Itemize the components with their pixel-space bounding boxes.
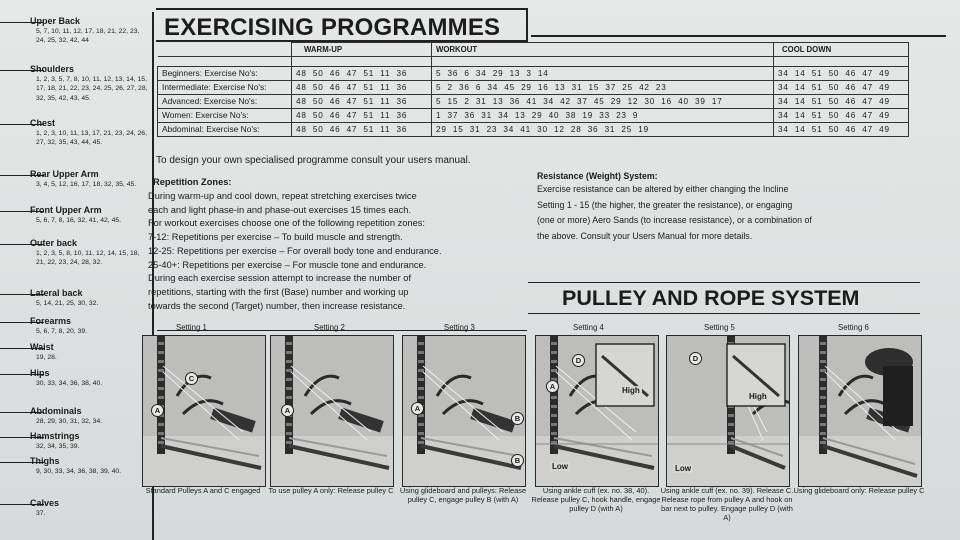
title-rule [531, 35, 946, 37]
programmes-header [156, 8, 960, 42]
setting-illustration [666, 335, 790, 487]
table-cell-cooldown: 34 14 51 50 46 47 49 [774, 109, 909, 123]
pulley-tag-a: A [151, 404, 164, 417]
setting-label: Setting 6 [838, 323, 869, 332]
muscle-group-name: Outer back [30, 238, 78, 248]
table-cell-warmup: 48 50 46 47 51 11 36 [292, 81, 432, 95]
table-spacer-cell [292, 57, 432, 67]
repetition-line: each and light phase-in and phase-out exercises 15 times each. [148, 204, 412, 215]
setting-caption: To use pulley A only: Release pulley C [268, 486, 394, 495]
table-cell-warmup: 48 50 46 47 51 11 36 [292, 123, 432, 137]
setting-caption: Using ankle cuff (ex. no. 38, 40). Release pulley C, hook handle, engage pulley D (with A) [531, 486, 661, 513]
table-row [158, 81, 909, 95]
table-row [158, 67, 909, 81]
table-cell-workout: 5 36 6 34 29 13 3 14 [432, 67, 774, 81]
muscle-group-exercises: 1, 2, 3, 5, 8, 10, 11, 12, 14, 15, 18, 21, 22, 23, 24, 28, 32. [36, 250, 140, 267]
setting-caption: Using ankle cuff (ex. no. 39). Release C. Release rope from pulley A and hook on bar next to pulley. Engage pulley D (with A) [660, 486, 794, 522]
muscle-group-exercises: 32, 34, 35, 39. [36, 443, 80, 450]
repetition-line: 12-25: Repetitions per exercise – For overall body tone and endurance. [148, 245, 442, 256]
muscle-group-exercises: 3, 4, 5, 12, 16, 17, 18, 32, 35, 45. [36, 181, 137, 188]
table-spacer-row [158, 57, 909, 67]
repetition-heading: Repetition Zones: [153, 177, 232, 187]
muscle-group-name: Thighs [30, 456, 60, 466]
table-cell-workout: 29 15 31 23 34 41 30 12 28 36 31 25 19 [432, 123, 774, 137]
table-cell-cooldown: 34 14 51 50 46 47 49 [774, 81, 909, 95]
repetition-line: 7-12: Repetitions per exercise – To build muscle and strength. [148, 232, 403, 243]
table-cell-workout: 5 2 36 6 34 45 29 16 13 31 15 37 25 42 23 [432, 81, 774, 95]
table-header-row [158, 43, 909, 57]
table-header-blank [158, 43, 292, 57]
setting-illustration [402, 335, 526, 487]
muscle-group-exercises: 5, 6, 7, 8, 20, 39. [36, 328, 88, 335]
muscle-group-exercises: 5, 6, 7, 8, 16, 32, 41, 42, 45. [36, 217, 122, 224]
table-cell-label: Abdominal: Exercise No's: [158, 123, 292, 137]
table-header-warmup: WARM-UP [292, 43, 432, 57]
setting-illustration [270, 335, 394, 487]
muscle-group-name: Rear Upper Arm [30, 169, 99, 179]
programme-table [157, 42, 908, 152]
repetition-line: 25-40+: Repetitions per exercise – For muscle tone and endurance. [148, 259, 427, 270]
pulley-tag-a: A [411, 402, 424, 415]
table-cell-warmup: 48 50 46 47 51 11 36 [292, 95, 432, 109]
resistance-line: Setting 1 - 15 (the higher, the greater the resistance), or engaging [537, 199, 793, 210]
muscle-group-name: Shoulders [30, 64, 75, 74]
setting-label: Setting 4 [573, 323, 604, 332]
muscle-group-exercises: 19, 28. [36, 354, 57, 361]
repetition-line: During warm-up and cool down, repeat stretching exercises twice [148, 191, 417, 201]
resistance-line: the above. Consult your Users Manual for more details. [537, 230, 753, 241]
pulley-rule-bottom [528, 313, 920, 314]
low-label: Low [552, 462, 568, 471]
pulley-rule-top [528, 282, 920, 283]
resistance-line: Exercise resistance can be altered by either changing the Incline [537, 184, 789, 194]
muscle-group-sidebar [0, 12, 154, 540]
table-cell-label: Women: Exercise No's: [158, 109, 292, 123]
setting-caption: Standard Pulleys A and C engaged [145, 486, 261, 495]
low-label: Low [675, 464, 691, 473]
pulley-tag-c: C [185, 372, 198, 385]
table-cell-label: Advanced: Exercise No's: [158, 95, 292, 109]
table-cell-label: Intermediate: Exercise No's: [158, 81, 292, 95]
table-header-workout: WORKOUT [432, 43, 774, 57]
pulley-tag-a: A [281, 404, 294, 417]
muscle-group-name: Front Upper Arm [30, 205, 102, 215]
muscle-group-name: Forearms [30, 316, 72, 326]
repetition-line: During each exercise session attempt to increase the number of [148, 273, 412, 284]
muscle-group-name: Hamstrings [30, 431, 80, 441]
table-cell-cooldown: 34 14 51 50 46 47 49 [774, 123, 909, 137]
muscle-group-exercises: 1, 2, 3, 5, 7, 8, 10, 11, 12, 13, 14, 15, 17, 18, 21, 22, 23, 24, 25, 26, 27, 28, 32, 35, 42, 43, 45. [36, 76, 148, 102]
table-cell-workout: 1 37 36 31 34 13 29 40 38 19 33 23 9 [432, 109, 774, 123]
table-header-cooldown: COOL DOWN [774, 43, 909, 57]
muscle-group-exercises: 30, 33, 34, 36, 38, 40. [36, 380, 103, 387]
page-title: EXERCISING PROGRAMMES [164, 14, 501, 41]
table-cell-cooldown: 34 14 51 50 46 47 49 [774, 67, 909, 81]
muscle-group-name: Abdominals [30, 406, 82, 416]
pulley-tag-b: B [511, 454, 524, 467]
muscle-group-exercises: 5, 14, 21, 25, 30, 32. [36, 300, 99, 307]
pulley-tag-d: D [572, 354, 585, 367]
muscle-group-name: Chest [30, 118, 56, 128]
setting-caption: Using glideboard and pulleys: Release pulley C, engage pulley B (with A) [399, 486, 527, 504]
table-cell-cooldown: 34 14 51 50 46 47 49 [774, 95, 909, 109]
resistance-line: (one or more) Aero Sands (to increase resistance), or a combination of [537, 215, 812, 225]
pulley-tag-b: B [511, 412, 524, 425]
high-label: High [622, 386, 640, 395]
muscle-group-name: Upper Back [30, 16, 81, 26]
repetition-line: For workout exercises choose one of the following repetition zones: [148, 218, 425, 229]
muscle-group-exercises: 5, 7, 10, 11, 12, 17, 18, 21, 22, 23, 24, 25, 32, 42, 44 [36, 28, 140, 45]
table-cell-workout: 5 15 2 31 13 36 41 34 42 37 45 29 12 30 16 40 39 17 [432, 95, 774, 109]
muscle-group-exercises: 28, 29, 30, 31, 32, 34. [36, 418, 103, 425]
muscle-group-name: Hips [30, 368, 50, 378]
table-cell-warmup: 48 50 46 47 51 11 36 [292, 67, 432, 81]
setting-illustration [798, 335, 922, 487]
machine-drawing [799, 336, 921, 486]
muscle-group-exercises: 9, 30, 33, 34, 36, 38, 39, 40. [36, 468, 122, 475]
muscle-group-name: Calves [30, 498, 60, 508]
muscle-group-name: Lateral back [30, 288, 83, 298]
pulley-tag-a: A [546, 380, 559, 393]
muscle-group-exercises: 37. [36, 510, 46, 517]
table-spacer-cell [432, 57, 774, 67]
table-cell-warmup: 48 50 46 47 51 11 36 [292, 109, 432, 123]
table-cell-label: Beginners: Exercise No's: [158, 67, 292, 81]
table-row [158, 95, 909, 109]
setting-illustration [535, 335, 659, 487]
repetition-line: towards the second (Target) number, then increase resistance. [148, 300, 406, 311]
setting-label: Setting 2 [314, 323, 345, 332]
title-box [156, 8, 528, 42]
table-row [158, 109, 909, 123]
table-row [158, 123, 909, 137]
repetition-line: repetitions, starting with the first (Base) number and working up [148, 286, 409, 297]
muscle-group-name: Waist [30, 342, 54, 352]
setting-label: Setting 5 [704, 323, 735, 332]
pulley-tag-d: D [689, 352, 702, 365]
resistance-heading: Resistance (Weight) System: [537, 171, 658, 181]
setting-label: Setting 3 [444, 323, 475, 332]
design-note: To design your own specialised programme consult your users manual. [156, 155, 471, 166]
high-label: High [749, 392, 767, 401]
setting-caption: Using glideboard only: Release pulley C [793, 486, 925, 495]
table-spacer-cell [774, 57, 909, 67]
table-spacer-cell [158, 57, 292, 67]
setting-label: Setting 1 [176, 323, 207, 332]
pulley-title: PULLEY AND ROPE SYSTEM [562, 286, 860, 310]
muscle-group-exercises: 1, 2, 3, 10, 11, 13, 17, 21, 23, 24, 26, 27, 32, 35, 43, 44, 45. [36, 130, 147, 147]
setting-illustration [142, 335, 266, 487]
